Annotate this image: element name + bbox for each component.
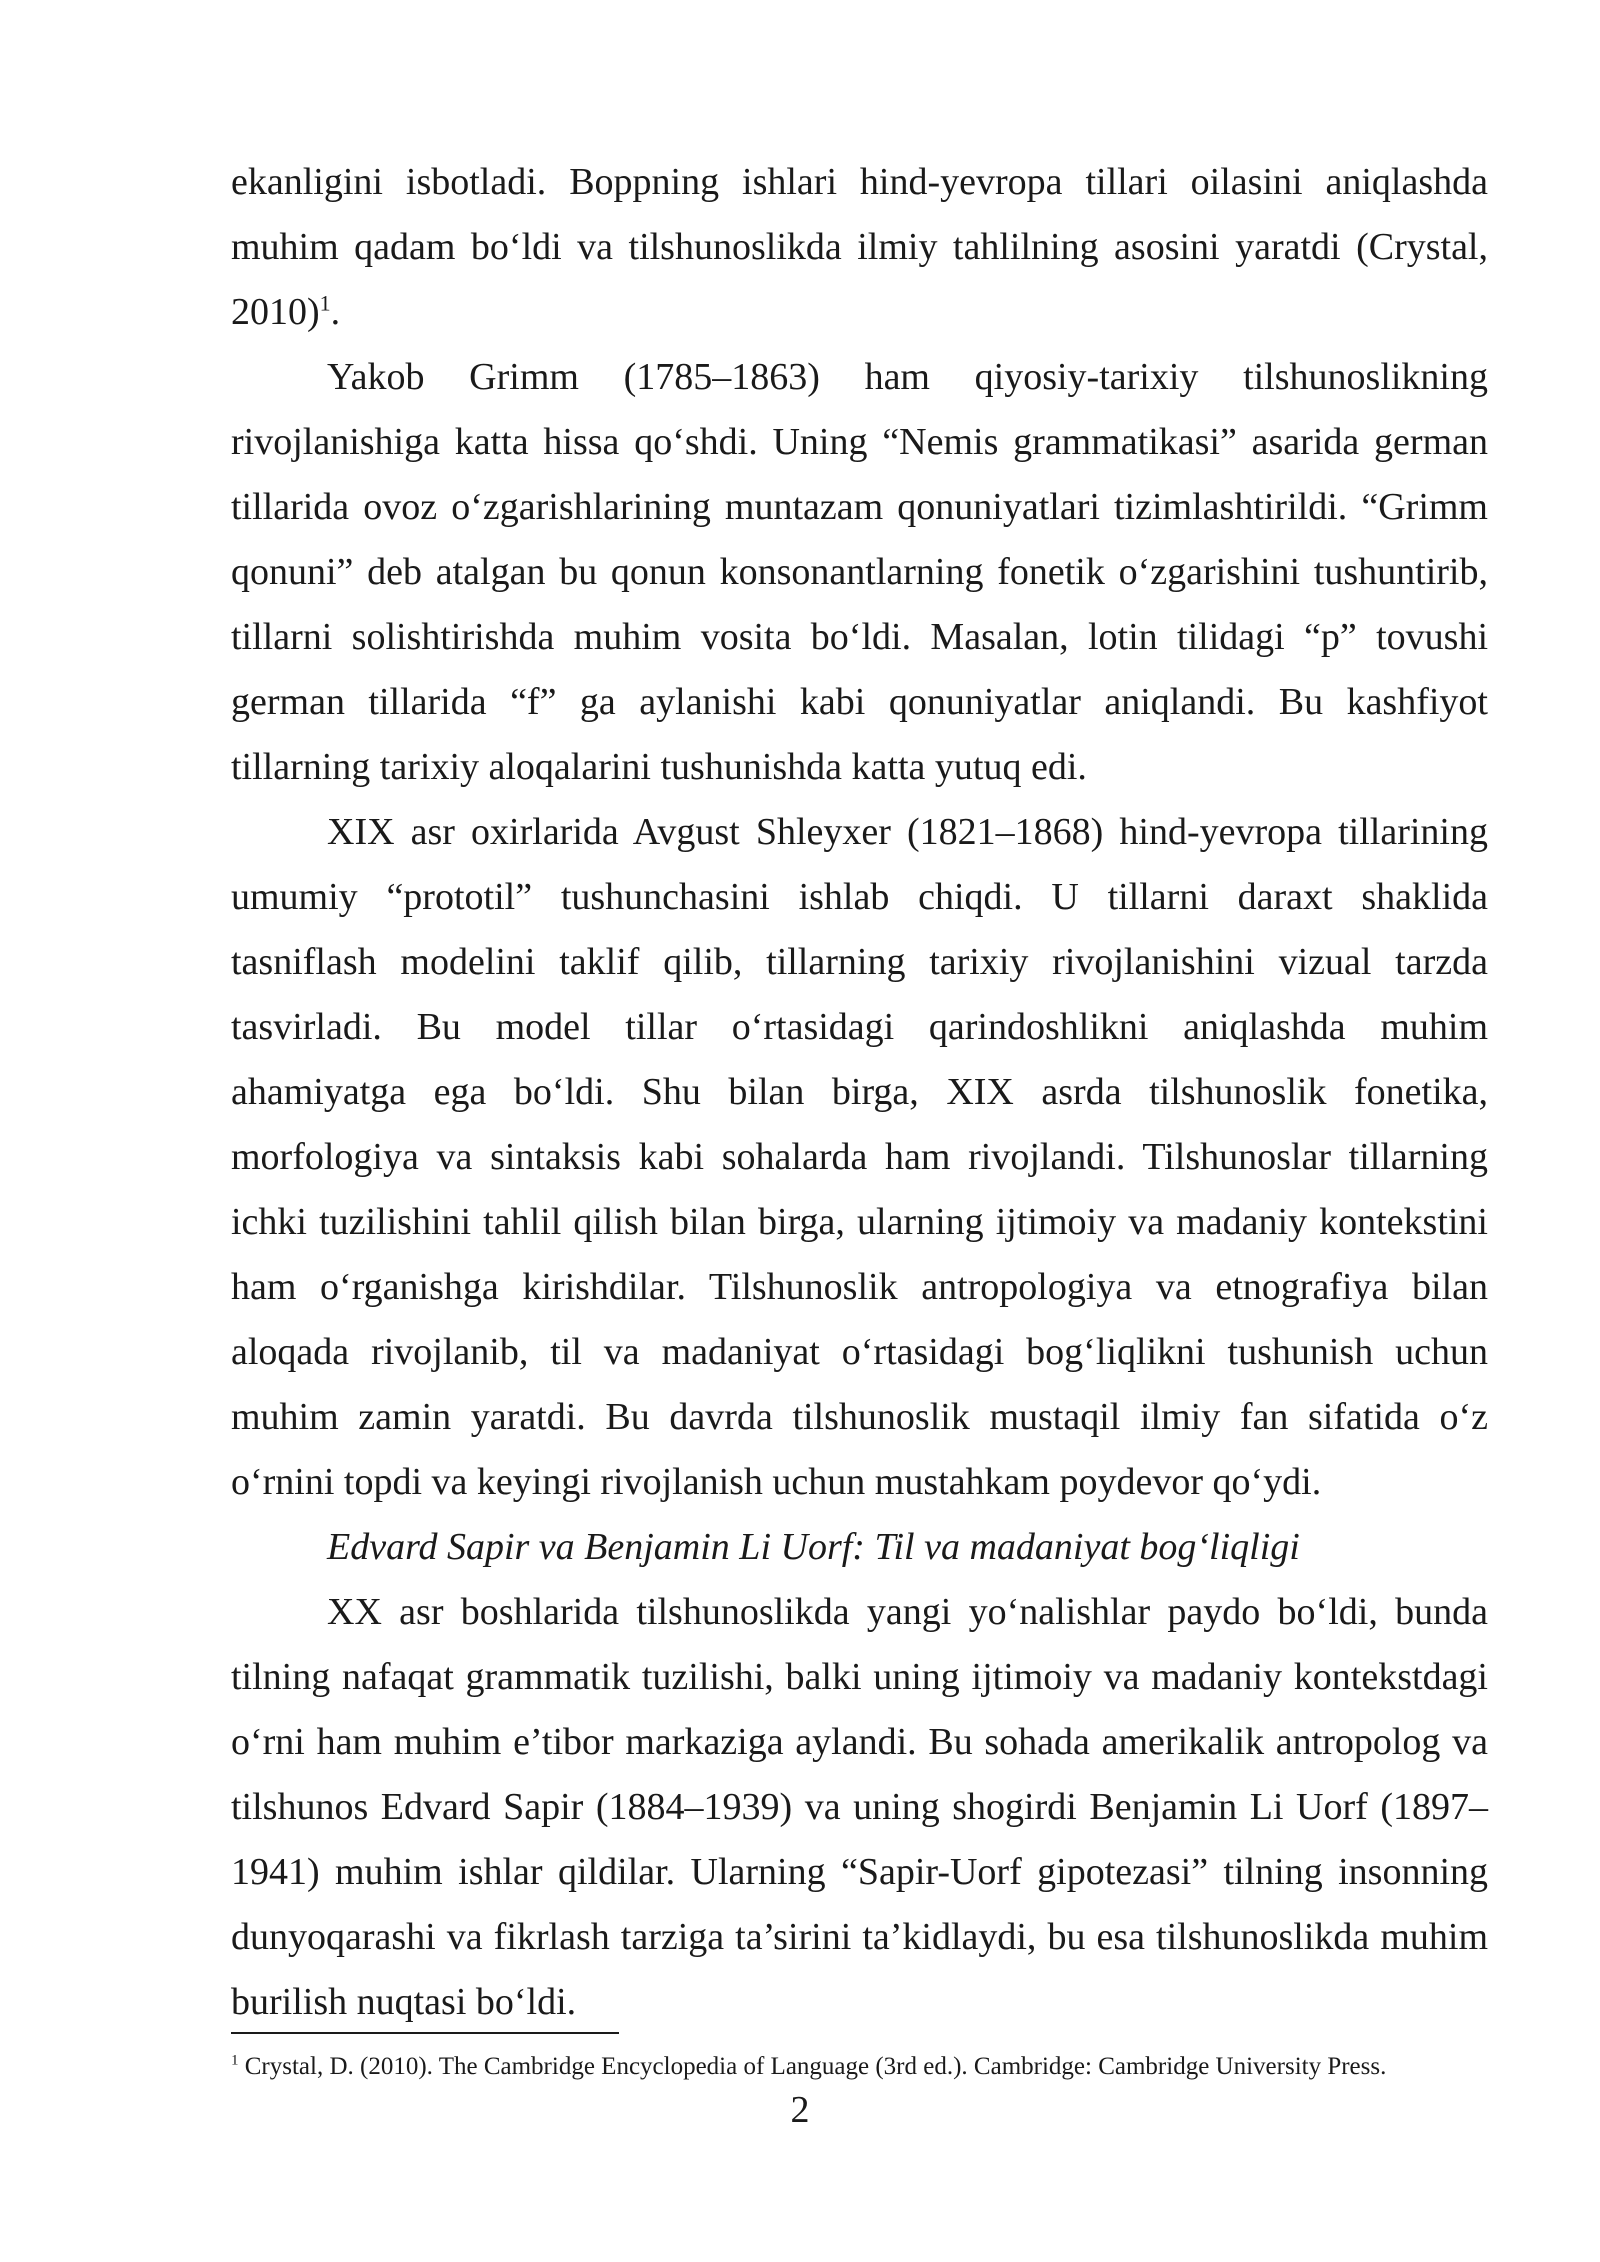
footnote-number: 1 [231,2052,239,2069]
footnote-divider [231,2032,619,2034]
footnote [231,2050,1488,2084]
paragraph-1-text: ekanligini isbotladi. Boppning ishlari hind-yevropa tillari oilasini aniqlashda muhim qadam bo‘ldi va tilshunoslikda ilmiy tahlilning asosini yaratdi (Crystal, 2010) [231,161,1488,333]
paragraph-2: Yakob Grimm (1785–1863) ham qiyosiy-tarixiy tilshunoslikning rivojlanishiga katta hissa qo‘shdi. Uning “Nemis grammatikasi” asarida german tillarida ovoz o‘zgarishlarining muntazam qonuniyatlari tizimlashtirildi. “Grimm qonuni” deb atalgan bu qonun konsonantlarning fonetik o‘zgarishini tushuntirib, tillarni solishtirishda muhim vosita bo‘ldi. Masalan, lotin tilidagi “p” tovushi german tillarida “f” ga aylanishi kabi qonuniyatlar aniqlandi. Bu kashfiyot tillarning tarixiy aloqalarini tushunishda katta yutuq edi. [231,356,1488,788]
section-heading: Edvard Sapir va Benjamin Li Uorf: Til va madaniyat bog‘liqligi [327,1526,1300,1568]
paragraph-4: XX asr boshlarida tilshunoslikda yangi yo‘nalishlar paydo bo‘ldi, bunda tilning nafaqat grammatik tuzilishi, balki uning ijtimoiy va madaniy kontekstdagi o‘rni ham muhim e’tibor markaziga aylandi. Bu sohada amerikalik antropolog va tilshunos Edvard Sapir (1884–1939) va uning shogirdi Benjamin Li Uorf (1897–1941) muhim ishlar qildilar. Ularning “Sapir-Uorf gipotezasi” tilning insonning dunyoqarashi va fikrlash tarziga ta’sirini ta’kidlaydi, bu esa tilshunoslikda muhim burilish nuqtasi bo‘ldi. [231,1591,1488,2023]
page-number: 2 [790,2089,810,2131]
document-page [231,150,1488,2035]
paragraph-1-end: . [330,291,341,333]
paragraph-1 [231,150,1488,345]
paragraph-3: XIX asr oxirlarida Avgust Shleyxer (1821–1868) hind-yevropa tillarining umumiy “prototil” tushunchasini ishlab chiqdi. U tillarni daraxt shaklida tasniflash modelini taklif qilib, tillarning tarixiy rivojlanishini vizual tarzda tasvirladi. Bu model tillar o‘rtasidagi qarindoshlikni aniqlashda muhim ahamiyatga ega bo‘ldi. Shu bilan birga, XIX asrda tilshunoslik fonetika, morfologiya va sintaksis kabi sohalarda ham rivojlandi. Tilshunoslar tillarning ichki tuzilishini tahlil qilish bilan birga, ularning ijtimoiy va madaniy kontekstini ham o‘rganishga kirishdilar. Tilshunoslik antropologiya va etnografiya bilan aloqada rivojlanib, til va madaniyat o‘rtasidagi bog‘liqlikni tushunish uchun muhim zamin yaratdi. Bu davrda tilshunoslik mustaqil ilmiy fan sifatida o‘z o‘rnini topdi va keyingi rivojlanish uchun mustahkam poydevor qo‘ydi. [231,811,1488,1503]
footnote-text: Crystal, D. (2010). The Cambridge Encyclopedia of Language (3rd ed.). Cambridge: Cambridge University Press. [238,2053,1387,2080]
footnote-reference[interactable]: 1 [319,290,331,316]
